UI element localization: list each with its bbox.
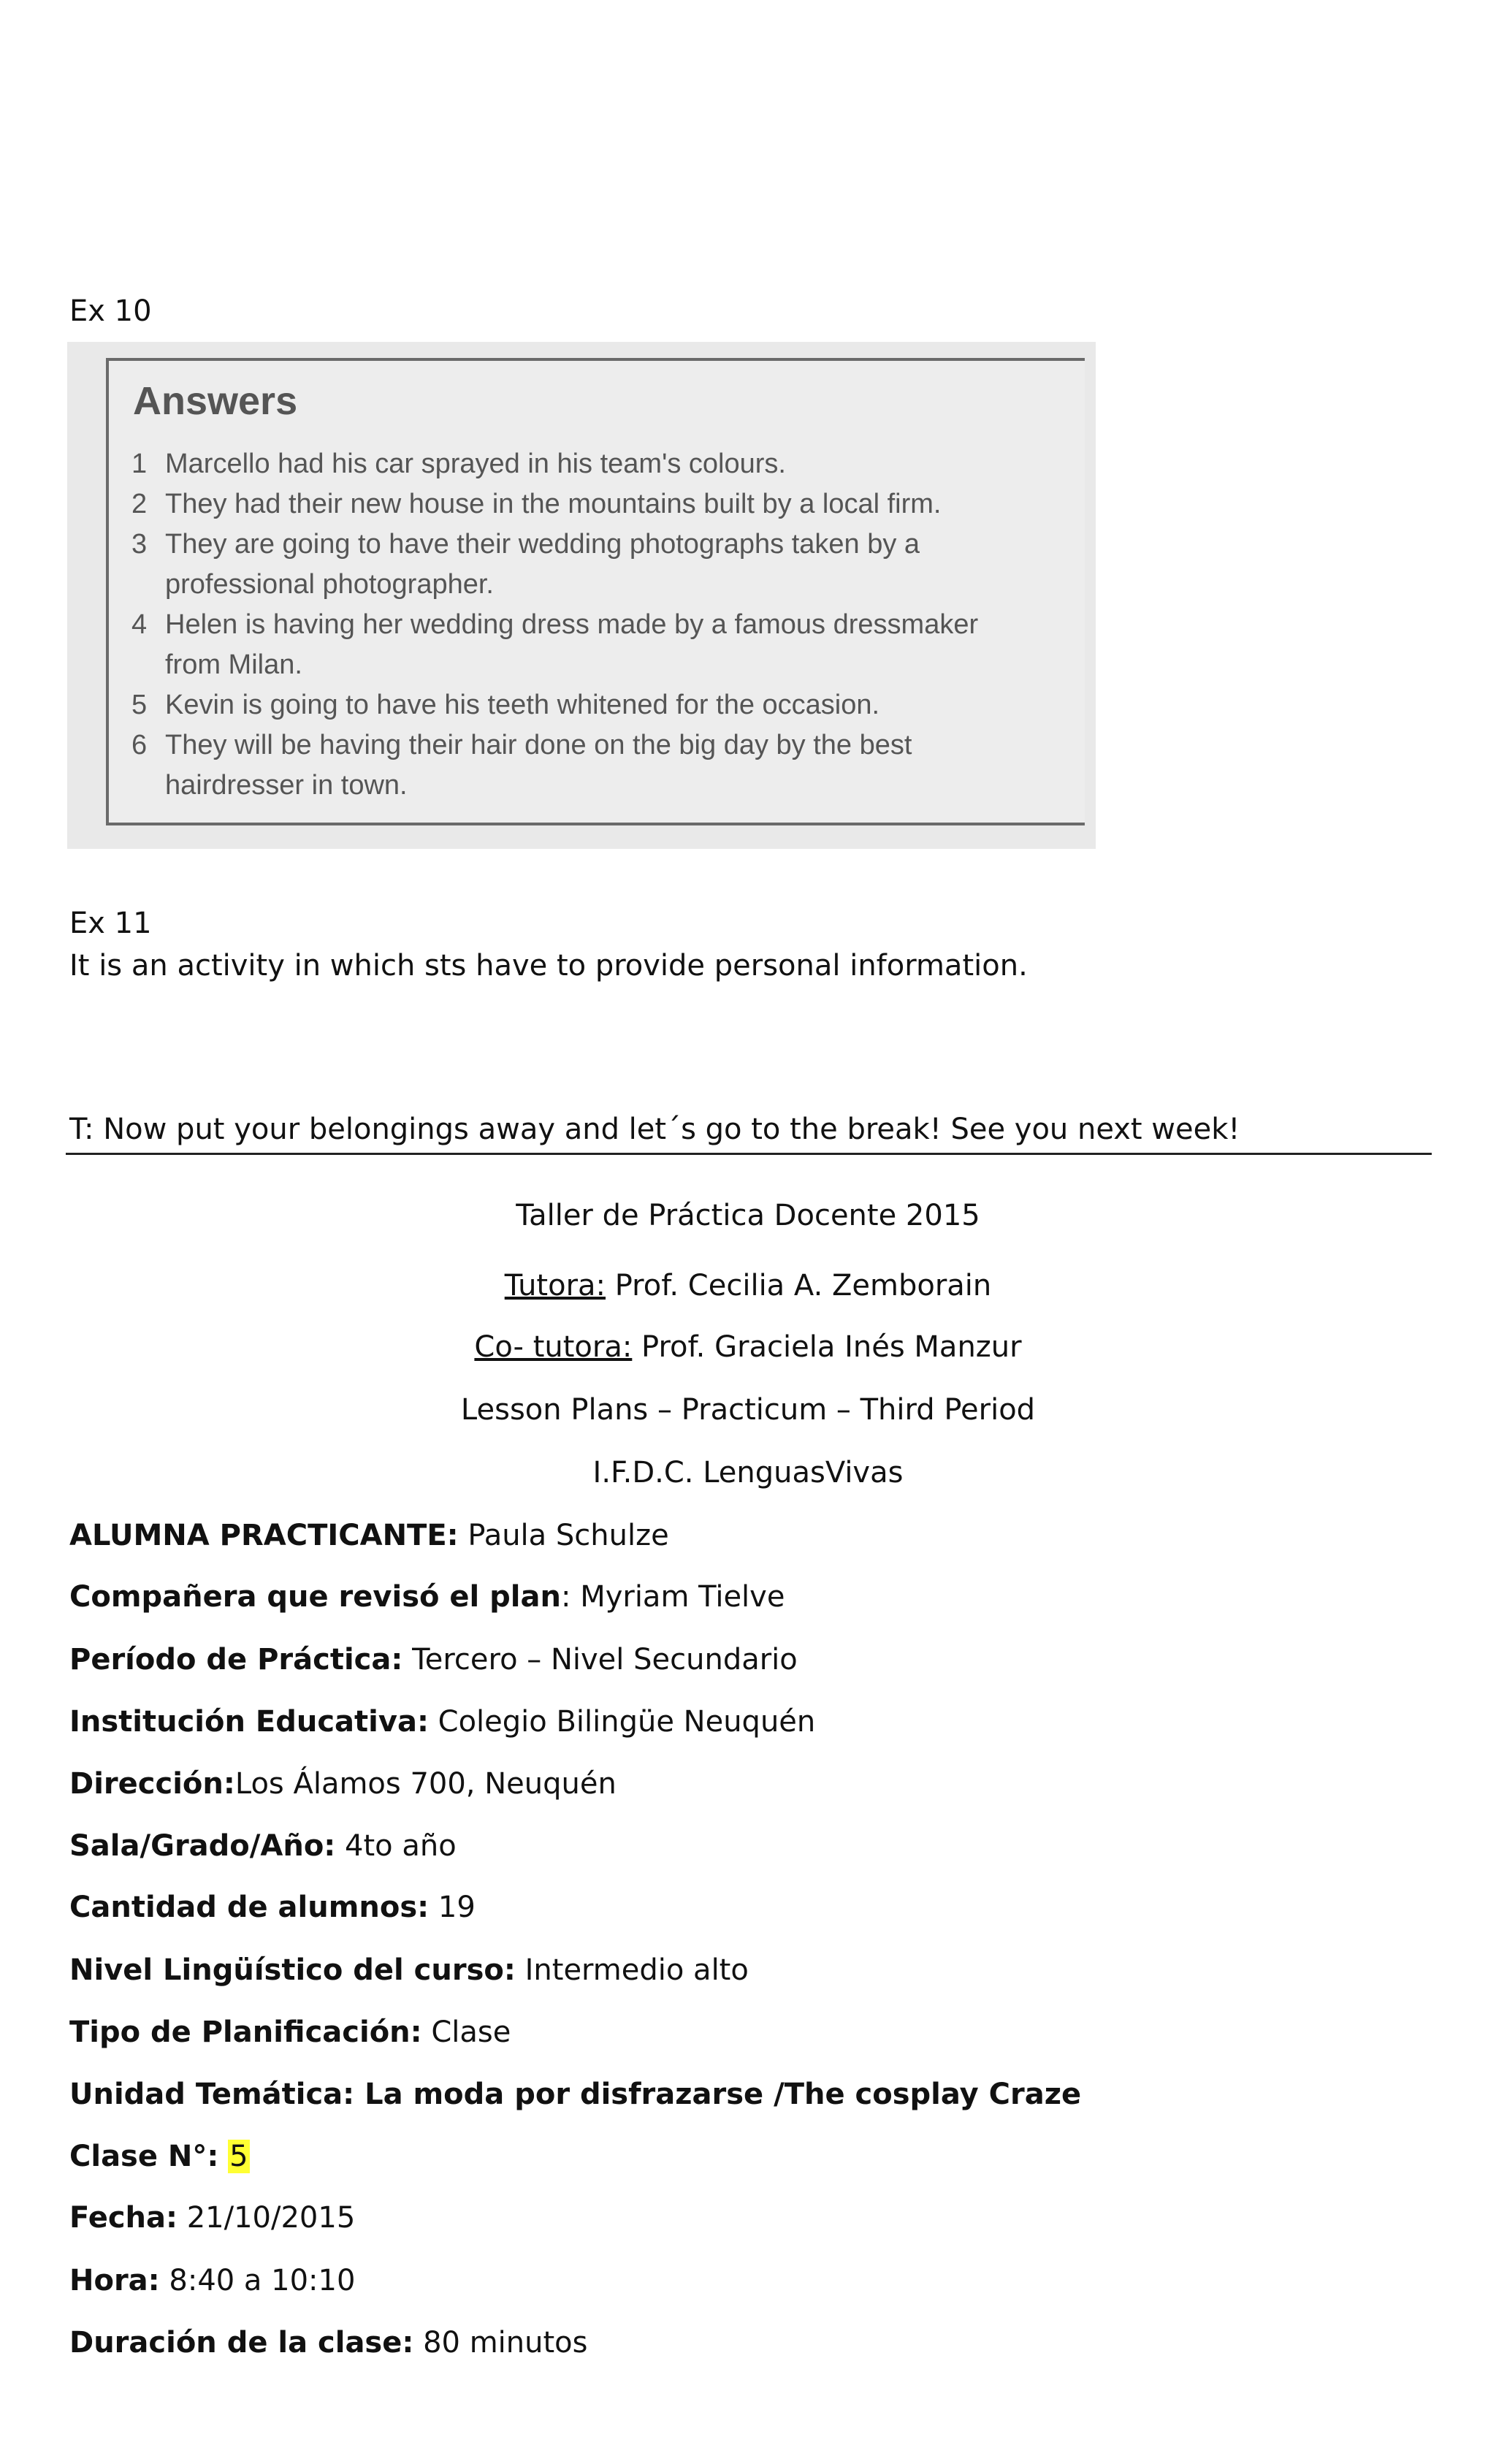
answer-item bbox=[131, 484, 941, 525]
answer-number: 1 bbox=[131, 449, 148, 479]
field-value: 19 bbox=[429, 1891, 476, 1924]
field-value: Los Álamos 700, Neuquén bbox=[234, 1767, 617, 1801]
field-value: Intermedio alto bbox=[515, 1953, 749, 1987]
field-value: Tercero – Nivel Secundario bbox=[402, 1643, 798, 1677]
institute-line: I.F.D.C. LenguasVivas bbox=[592, 1456, 904, 1490]
field-institucion bbox=[69, 1704, 815, 1739]
answers-title: Answers bbox=[133, 379, 298, 423]
field-duracion bbox=[69, 2325, 587, 2360]
field-hora bbox=[69, 2263, 355, 2298]
field-label: Fecha: bbox=[69, 2201, 178, 2235]
field-label: Compañera que revisó el plan bbox=[69, 1580, 561, 1614]
field-value: Colegio Bilingüe Neuquén bbox=[428, 1705, 816, 1739]
answer-number: 4 bbox=[131, 609, 148, 640]
field-label: Nivel Lingüístico del curso: bbox=[69, 1953, 516, 1987]
course-title: Taller de Práctica Docente 2015 bbox=[516, 1199, 980, 1232]
field-fecha bbox=[69, 2200, 355, 2235]
answer-text: They are going to have their wedding photographs taken by a bbox=[165, 529, 920, 560]
field-clase-numero bbox=[69, 2139, 250, 2174]
field-label: Institución Educativa: bbox=[69, 1705, 429, 1739]
answer-number: 3 bbox=[131, 529, 148, 560]
field-label: Duración de la clase: bbox=[69, 2326, 414, 2360]
field-value: 8:40 a 10:10 bbox=[159, 2264, 356, 2297]
answer-number: 6 bbox=[131, 730, 148, 760]
field-value: 4to año bbox=[335, 1829, 457, 1863]
field-label: Período de Práctica: bbox=[69, 1643, 403, 1677]
field-direccion bbox=[69, 1766, 617, 1801]
tutora-label: Tutora: bbox=[504, 1269, 606, 1302]
field-nivel-linguistico bbox=[69, 1953, 749, 1988]
answer-text: Kevin is going to have his teeth whitened for the occasion. bbox=[165, 690, 880, 720]
answer-text-continued: hairdresser in town. bbox=[165, 770, 408, 801]
field-sala-grado-ano bbox=[69, 1828, 457, 1864]
answer-text-continued: professional photographer. bbox=[165, 569, 494, 600]
closing-line: T: Now put your belongings away and let´s go to the break! See you next week! bbox=[69, 1113, 1240, 1146]
answer-item bbox=[131, 605, 978, 685]
answer-number: 5 bbox=[131, 690, 148, 720]
field-label: Tipo de Planificación: bbox=[69, 2015, 422, 2049]
answer-text: Marcello had his car sprayed in his team's colours. bbox=[165, 449, 786, 479]
field-label: ALUMNA PRACTICANTE: bbox=[69, 1519, 459, 1552]
cotutora-value: Prof. Graciela Inés Manzur bbox=[632, 1330, 1022, 1364]
field-label: Unidad Temática: La moda por disfrazarse /The cosplay Craze bbox=[69, 2078, 1082, 2111]
answer-text: Helen is having her wedding dress made by a famous dressmaker bbox=[165, 609, 979, 640]
lesson-plans-line: Lesson Plans – Practicum – Third Period bbox=[460, 1393, 1036, 1427]
answer-text: They will be having their hair done on the big day by the best bbox=[165, 730, 912, 760]
cotutora-line bbox=[0, 1330, 1496, 1365]
answer-item bbox=[131, 725, 912, 806]
field-periodo bbox=[69, 1642, 798, 1677]
cotutora-label: Co- tutora: bbox=[474, 1330, 633, 1364]
field-value: Paula Schulze bbox=[458, 1519, 669, 1552]
tutora-value: Prof. Cecilia A. Zemborain bbox=[606, 1269, 992, 1302]
answer-text: They had their new house in the mountains built by a local firm. bbox=[165, 489, 942, 519]
field-label: Hora: bbox=[69, 2264, 160, 2297]
ex11-heading: Ex 11 bbox=[69, 907, 152, 940]
answers-scan-image bbox=[67, 342, 1096, 849]
field-cantidad-alumnos bbox=[69, 1890, 476, 1925]
ex10-heading: Ex 10 bbox=[69, 294, 152, 328]
answer-number: 2 bbox=[131, 489, 148, 519]
horizontal-rule bbox=[66, 1153, 1432, 1155]
field-tipo-planificacion bbox=[69, 2015, 511, 2050]
field-value: Clase bbox=[421, 2015, 511, 2049]
answer-item bbox=[131, 525, 920, 605]
field-unidad-tematica bbox=[69, 2077, 1081, 2112]
tutora-line bbox=[0, 1268, 1496, 1303]
ex11-text: It is an activity in which sts have to provide personal information. bbox=[69, 949, 1028, 983]
field-value-highlighted: 5 bbox=[229, 2140, 248, 2173]
field-alumna bbox=[69, 1518, 669, 1553]
field-companera bbox=[69, 1579, 785, 1614]
field-value: 80 minutos bbox=[413, 2326, 588, 2360]
answer-item bbox=[131, 685, 879, 725]
field-label: Dirección: bbox=[69, 1767, 235, 1801]
field-label: Cantidad de alumnos: bbox=[69, 1891, 430, 1924]
answer-item bbox=[131, 444, 786, 484]
field-label: Clase N°: bbox=[69, 2140, 219, 2173]
field-value: : Myriam Tielve bbox=[561, 1580, 785, 1614]
answer-text-continued: from Milan. bbox=[165, 649, 302, 681]
field-value: 21/10/2015 bbox=[178, 2201, 356, 2235]
field-label: Sala/Grado/Año: bbox=[69, 1829, 336, 1863]
